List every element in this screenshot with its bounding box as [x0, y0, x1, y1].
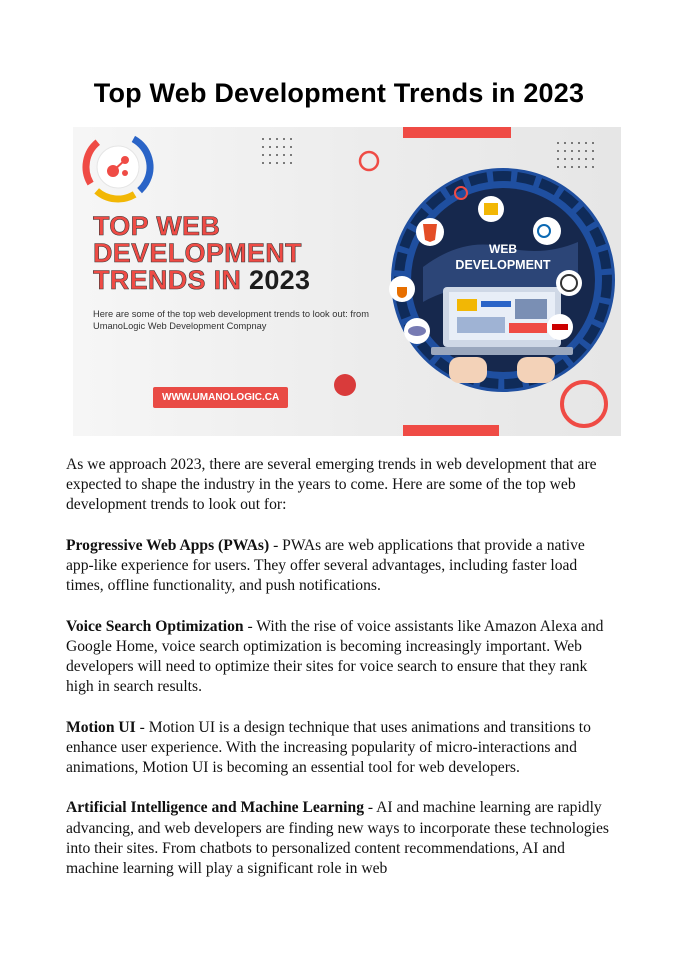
decor-ring-bottom: [562, 382, 606, 426]
jquery-icon: [533, 217, 561, 245]
decor-dot-grid-right: [557, 142, 594, 168]
banner-heading-year: 2023: [249, 265, 311, 295]
trend-text: - PWAs are web applications that provide a native app-like experience for users. They offer several advantages, including faster load times, offline functionality, and push notifications.: [66, 536, 585, 595]
banner-heading-line3: TRENDS IN 2023: [93, 265, 311, 295]
trend-title: Progressive Web Apps (PWAs): [66, 536, 270, 554]
circle-label-web: WEB: [489, 242, 517, 256]
banner-heading-line2: DEVELOPMENT: [93, 238, 302, 268]
js-icon: [478, 196, 504, 222]
page-title: Top Web Development Trends in 2023: [93, 78, 585, 108]
decor-dot-red: [334, 374, 356, 396]
trend-paragraph: [66, 617, 614, 698]
hand-right: [517, 357, 555, 383]
wordpress-icon: [556, 270, 582, 296]
rails-icon: [547, 314, 573, 340]
hand-left: [449, 357, 487, 383]
trend-paragraph: [66, 798, 614, 879]
trend-text: - AI and machine learning are rapidly advancing, and web developers are finding new ways to incorporate these technologies into their sites. From chatbots to personalized content recommendations, AI and machine learning will play a significant role in web: [66, 799, 609, 877]
html5-icon: [416, 218, 444, 246]
banner-heading: [93, 213, 310, 294]
umanologic-logo-icon: [74, 127, 161, 211]
trend-title: Artificial Intelligence and Machine Learning: [66, 799, 364, 817]
trend-title: Motion UI: [66, 718, 136, 736]
decor-bar-bottom: [403, 425, 499, 436]
trend-text: - With the rise of voice assistants like Amazon Alexa and Google Home, voice search optimization is becoming increasingly important. Web developers will need to optimize their sites for voice search to ensure that they rank high in search results.: [66, 617, 604, 696]
intro-paragraph: As we approach 2023, there are several emerging trends in web development that are expected to shape the industry in the years to come. Here are some of the top web development trends to look out for:: [66, 456, 597, 514]
decor-ring-top: [360, 152, 378, 170]
circle-label-development: DEVELOPMENT: [455, 258, 551, 272]
trend-paragraph: [66, 536, 614, 597]
hero-banner-image: [73, 127, 621, 436]
java-icon: [389, 276, 415, 302]
banner-subtitle: Here are some of the top web development trends to look out: from UmanoLogic Web Development Compnay: [93, 309, 369, 331]
php-icon: [404, 318, 430, 344]
banner-heading-line1: TOP WEB: [93, 211, 221, 241]
trend-text: - Motion UI is a design technique that uses animations and transitions to enhance user experience. With the increasing popularity of micro-interactions and animations, Motion UI is becoming an essential tool for web developers.: [66, 718, 591, 776]
decor-dot-grid-left: [262, 138, 292, 164]
banner-url-badge: WWW.UMANOLOGIC.CA: [153, 387, 288, 408]
trend-paragraph: [66, 718, 614, 779]
article-body: [66, 455, 614, 899]
trend-title: Voice Search Optimization: [66, 617, 244, 635]
decor-bar-top: [403, 127, 511, 138]
